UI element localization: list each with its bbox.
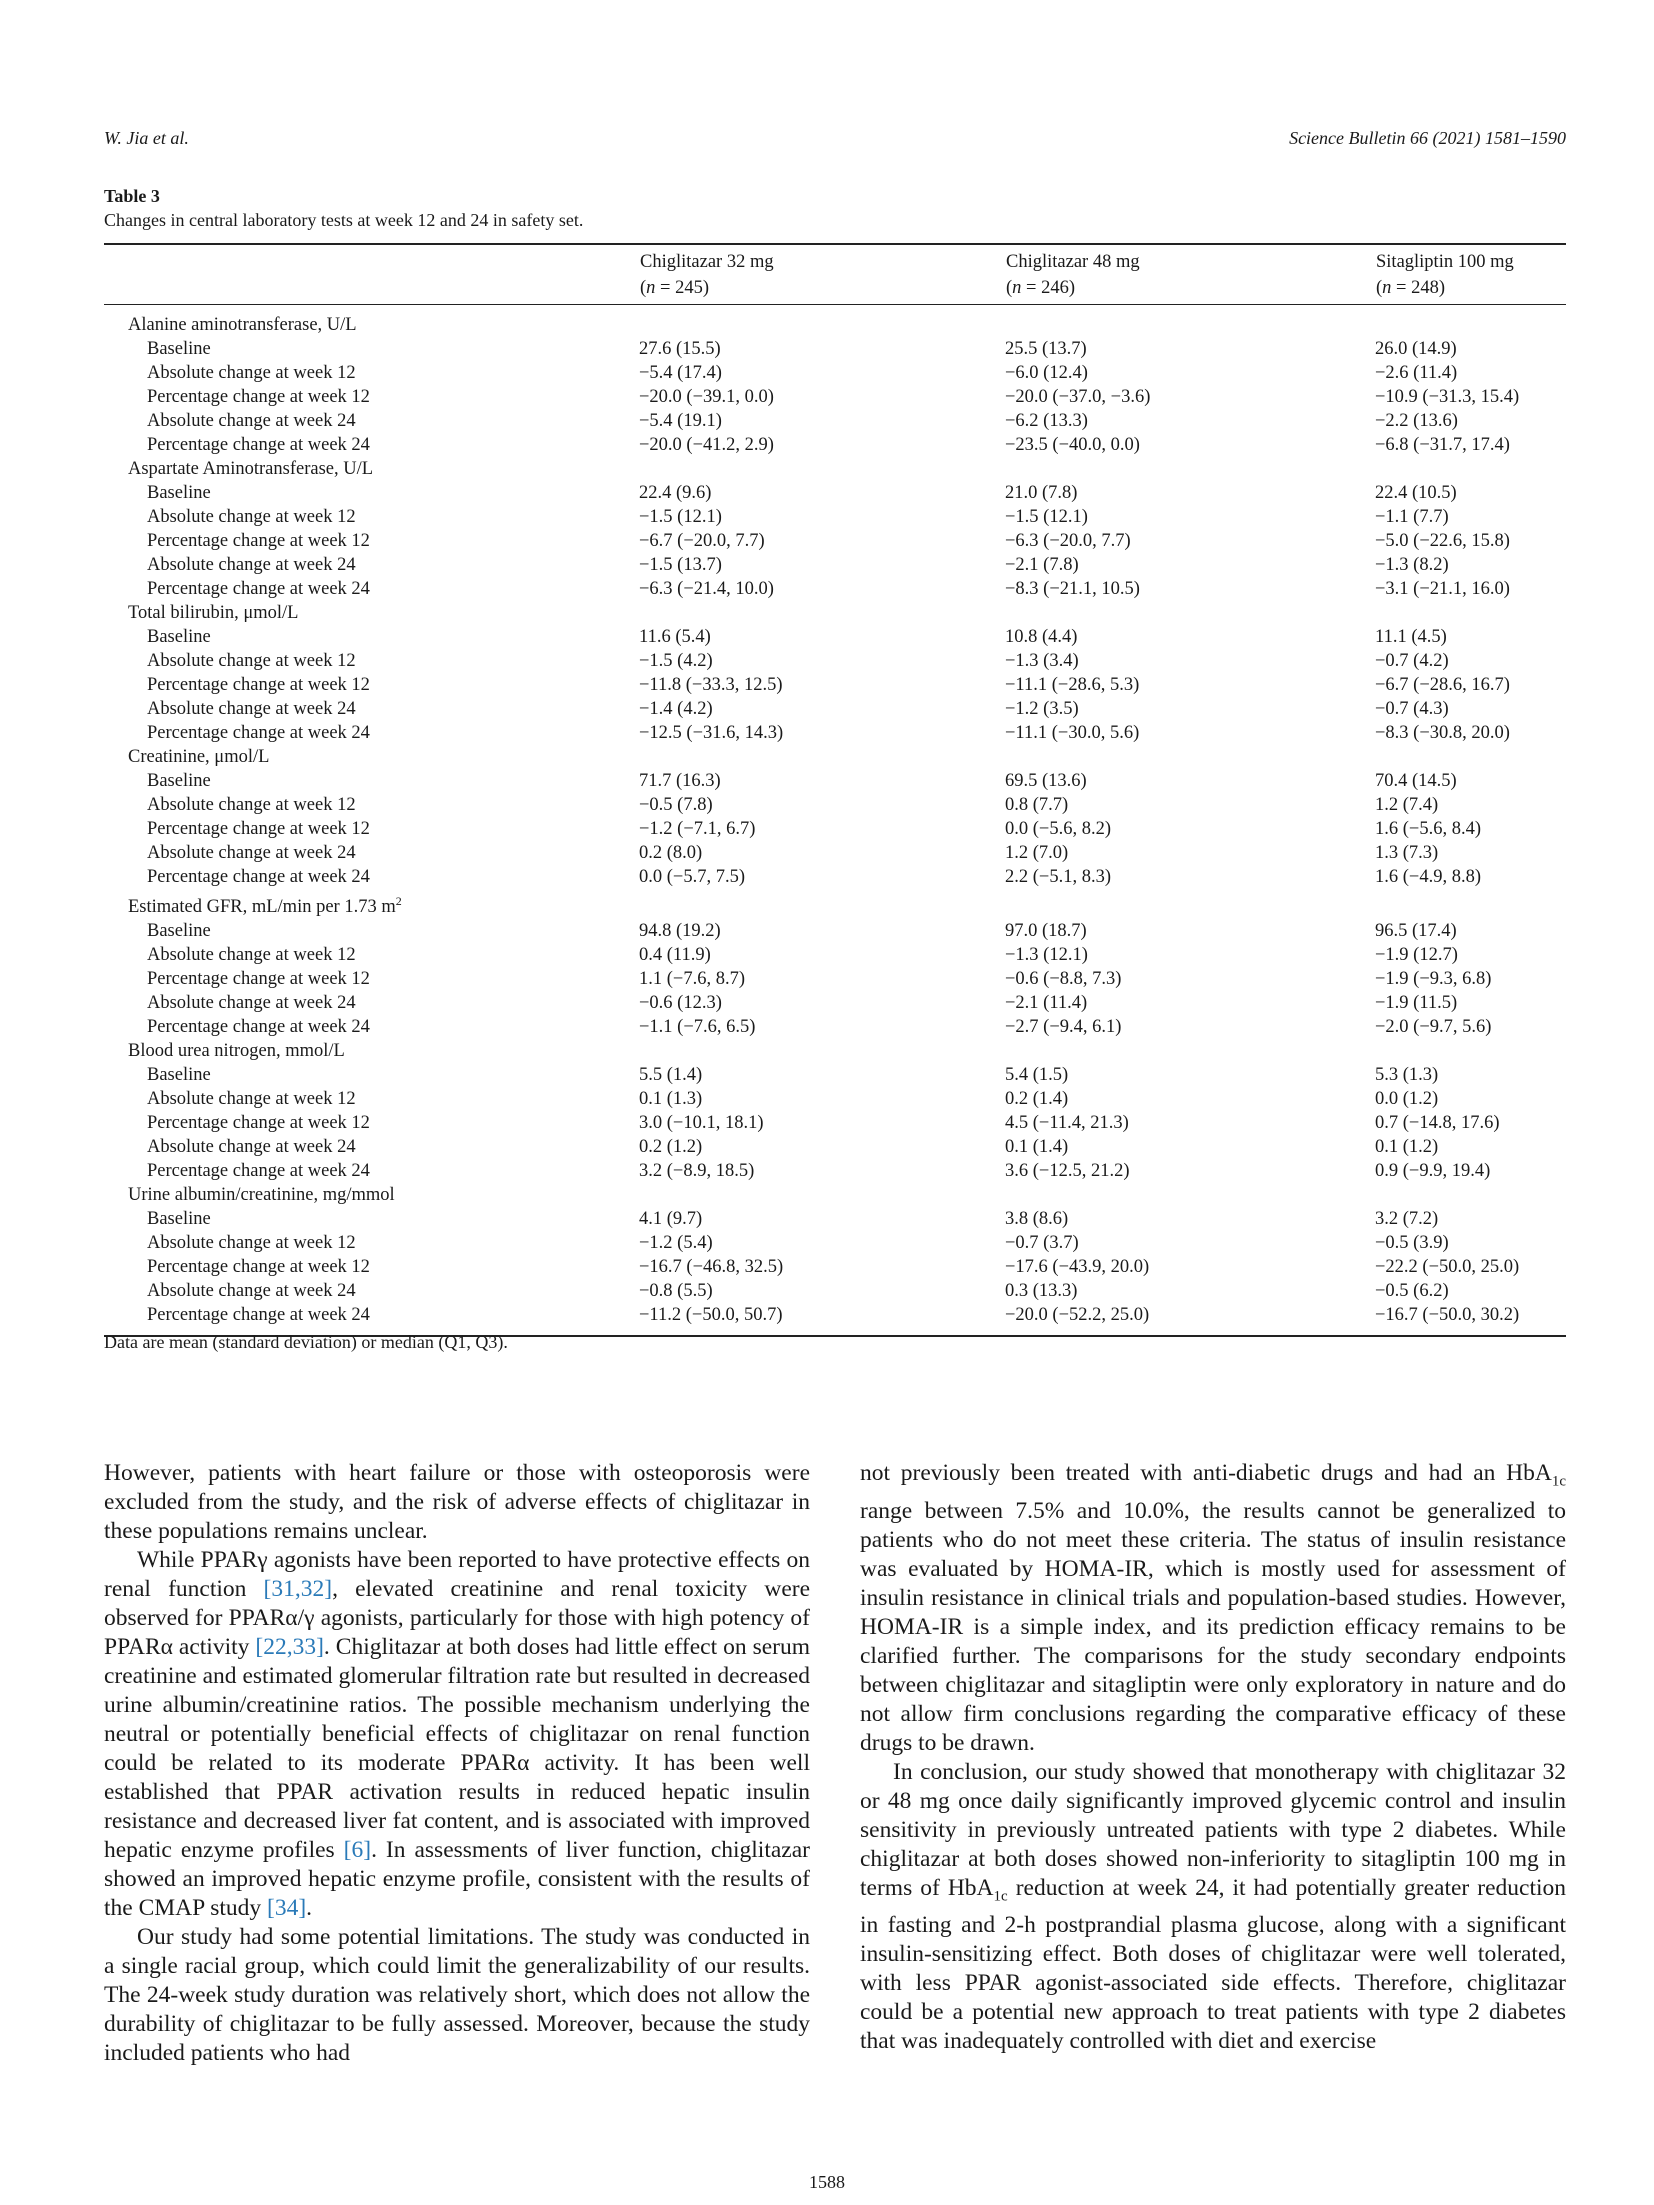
value-cell-chiglitazar-48: 5.4 (1.5) [1005, 1065, 1069, 1086]
text-segment: In conclusion, our study showed that monotherapy with chiglitazar 32 or 48 mg once daily significantly improved glycemic control and insulin sensitivity in previously untreated patients with type 2 diabetes. While chiglitazar at both doses showed non-inferiority to sitagliptin 100 mg in terms of HbA [860, 1758, 1566, 1901]
n-value: = 248 [1391, 278, 1439, 298]
value-cell-sitagliptin-100: −1.9 (11.5) [1375, 993, 1458, 1014]
row-label-abs-change-week24: Absolute change at week 24 [147, 843, 356, 863]
table-group-row [104, 457, 1566, 481]
table-row [104, 841, 1566, 865]
empty-cell [639, 1039, 1005, 1063]
value-cell-sitagliptin-100: 1.6 (−4.9, 8.8) [1375, 867, 1482, 887]
value-cell-sitagliptin-100: −2.2 (13.6) [1375, 411, 1458, 431]
text-segment: , elevated creatinine and renal toxicity were observed for PPARα/γ agonists, particularly for those with high potency of PPARα activity [104, 1576, 811, 1660]
table-row [104, 505, 1566, 529]
header-empty-cell [104, 275, 639, 305]
table-row [104, 865, 1566, 889]
row-label-abs-change-week12: Absolute change at week 12 [147, 363, 356, 383]
group-title-cell [104, 1039, 639, 1063]
table-group-row [104, 745, 1566, 769]
header-n-chiglitazar-32: (n = 245) [639, 275, 1005, 305]
table-row [104, 943, 1566, 967]
table-label: Table 3 [104, 186, 160, 206]
table-row [104, 1063, 1566, 1087]
value-cell-sitagliptin-100: 96.5 (17.4) [1375, 921, 1457, 942]
value-cell-chiglitazar-48: −11.1 (−28.6, 5.3) [1005, 675, 1140, 695]
value-cell-chiglitazar-32: −1.5 (12.1) [639, 507, 722, 527]
value-cell-sitagliptin-100: −0.5 (6.2) [1375, 1281, 1449, 1302]
value-cell-chiglitazar-48: −11.1 (−30.0, 5.6) [1005, 723, 1140, 743]
value-cell-chiglitazar-48: −6.2 (13.3) [1005, 411, 1088, 431]
value-cell-sitagliptin-100: 22.4 (10.5) [1375, 483, 1457, 503]
table-container [104, 243, 1566, 1337]
lab-tests-table [104, 243, 1566, 1337]
row-label-pct-change-week24: Percentage change at week 24 [147, 867, 370, 887]
empty-cell [1375, 1183, 1566, 1207]
value-cell-sitagliptin-100: −0.7 (4.2) [1375, 651, 1449, 671]
group-title: Urine albumin/creatinine, mg/mmol [128, 1185, 395, 1206]
value-cell-chiglitazar-48: −20.0 (−52.2, 25.0) [1005, 1305, 1150, 1326]
group-title-cell [104, 745, 639, 769]
value-cell-chiglitazar-48: 69.5 (13.6) [1005, 771, 1087, 791]
text-segment: . [306, 1895, 313, 1921]
header-chiglitazar-32: Chiglitazar 32 mg [640, 252, 774, 272]
row-label-pct-change-week24: Percentage change at week 24 [147, 723, 370, 743]
table-row [104, 697, 1566, 721]
row-label-abs-change-week12: Absolute change at week 12 [147, 795, 356, 815]
empty-cell [1005, 745, 1375, 769]
value-cell-chiglitazar-32: 0.0 (−5.7, 7.5) [639, 867, 746, 887]
row-label-abs-change-week24: Absolute change at week 24 [147, 699, 356, 719]
row-label-baseline: Baseline [147, 1209, 211, 1230]
value-cell-chiglitazar-48: −1.3 (12.1) [1005, 945, 1088, 966]
table-row [104, 817, 1566, 841]
table-row [104, 361, 1566, 385]
value-cell-chiglitazar-32: −1.4 (4.2) [639, 699, 713, 719]
value-cell-chiglitazar-32: −1.1 (−7.6, 6.5) [639, 1017, 756, 1038]
running-header-authors: W. Jia et al. [104, 128, 189, 148]
subscript: 1c [1551, 1473, 1566, 1490]
value-cell-chiglitazar-48: 0.2 (1.4) [1005, 1089, 1069, 1110]
value-cell-chiglitazar-32: −11.8 (−33.3, 12.5) [639, 675, 783, 695]
value-cell-sitagliptin-100: −3.1 (−21.1, 16.0) [1375, 579, 1510, 599]
value-cell-chiglitazar-32: 27.6 (15.5) [639, 339, 721, 359]
table-row [104, 1207, 1566, 1231]
row-label-pct-change-week12: Percentage change at week 12 [147, 387, 370, 407]
table-row [104, 991, 1566, 1015]
citation-link[interactable]: [6] [343, 1837, 372, 1863]
row-label-pct-change-week24: Percentage change at week 24 [147, 1161, 370, 1182]
left-column [104, 1459, 810, 2068]
table-row [104, 1087, 1566, 1111]
row-label-baseline: Baseline [147, 483, 211, 503]
empty-cell [1005, 1039, 1375, 1063]
value-cell-sitagliptin-100: −1.9 (−9.3, 6.8) [1375, 969, 1492, 990]
value-cell-chiglitazar-48: 21.0 (7.8) [1005, 483, 1078, 503]
value-cell-sitagliptin-100: −1.1 (7.7) [1375, 507, 1449, 527]
row-label-abs-change-week24: Absolute change at week 24 [147, 555, 356, 575]
row-label-pct-change-week12: Percentage change at week 12 [147, 531, 370, 551]
right-column [860, 1459, 1566, 2068]
empty-cell [639, 745, 1005, 769]
value-cell-chiglitazar-32: −0.5 (7.8) [639, 795, 713, 815]
value-cell-chiglitazar-48: 0.8 (7.7) [1005, 795, 1069, 815]
row-label-pct-change-week24: Percentage change at week 24 [147, 1305, 370, 1326]
empty-cell [1005, 305, 1375, 338]
value-cell-sitagliptin-100: −0.5 (3.9) [1375, 1233, 1449, 1254]
value-cell-sitagliptin-100: 0.0 (1.2) [1375, 1089, 1439, 1110]
value-cell-chiglitazar-48: 3.8 (8.6) [1005, 1209, 1069, 1230]
value-cell-chiglitazar-32: 0.2 (8.0) [639, 843, 703, 863]
table-row [104, 1015, 1566, 1039]
row-label-abs-change-week24: Absolute change at week 24 [147, 993, 356, 1014]
table-row [104, 433, 1566, 457]
value-cell-chiglitazar-32: 3.2 (−8.9, 18.5) [639, 1161, 755, 1182]
value-cell-chiglitazar-32: 1.1 (−7.6, 8.7) [639, 969, 746, 990]
row-label-abs-change-week12: Absolute change at week 12 [147, 651, 356, 671]
value-cell-chiglitazar-32: 71.7 (16.3) [639, 771, 721, 791]
value-cell-sitagliptin-100: 70.4 (14.5) [1375, 771, 1457, 791]
value-cell-chiglitazar-32: −1.5 (13.7) [639, 555, 722, 575]
group-title: Creatinine, μmol/L [128, 747, 270, 767]
value-cell-sitagliptin-100: −10.9 (−31.3, 15.4) [1375, 387, 1520, 407]
citation-link[interactable]: [22,33] [255, 1634, 324, 1660]
empty-cell [639, 305, 1005, 338]
row-label-abs-change-week12: Absolute change at week 12 [147, 1089, 356, 1110]
group-title-cell [104, 889, 639, 919]
row-label-baseline: Baseline [147, 921, 211, 942]
value-cell-chiglitazar-32: −20.0 (−39.1, 0.0) [639, 387, 774, 407]
paragraph [860, 1758, 1566, 2057]
table-header [104, 244, 1566, 305]
value-cell-sitagliptin-100: 1.2 (7.4) [1375, 795, 1439, 815]
group-title: Total bilirubin, μmol/L [128, 603, 299, 623]
group-title-cell [104, 305, 639, 338]
table-row [104, 793, 1566, 817]
table-body [104, 305, 1566, 1337]
row-label-abs-change-week24: Absolute change at week 24 [147, 1281, 356, 1302]
value-cell-sitagliptin-100: −5.0 (−22.6, 15.8) [1375, 531, 1510, 551]
value-cell-chiglitazar-48: 0.0 (−5.6, 8.2) [1005, 819, 1112, 839]
table-row [104, 769, 1566, 793]
empty-cell [1005, 1183, 1375, 1207]
value-cell-chiglitazar-32: 22.4 (9.6) [639, 483, 712, 503]
row-label-baseline: Baseline [147, 339, 211, 359]
table-row [104, 1111, 1566, 1135]
citation-link[interactable]: [34] [267, 1895, 307, 1921]
empty-cell [1375, 305, 1566, 338]
empty-cell [1005, 889, 1375, 919]
table-row [104, 1231, 1566, 1255]
value-cell-chiglitazar-48: −17.6 (−43.9, 20.0) [1005, 1257, 1150, 1278]
row-label-baseline: Baseline [147, 627, 211, 647]
value-cell-chiglitazar-48: 3.6 (−12.5, 21.2) [1005, 1161, 1130, 1182]
value-cell-sitagliptin-100: −2.0 (−9.7, 5.6) [1375, 1017, 1492, 1038]
table-row [104, 721, 1566, 745]
table-group-row [104, 889, 1566, 919]
text-segment: Our study had some potential limitations. The study was conducted in a single racial group, which could limit the generalizability of our results. The 24-week study duration was relatively short, which does not allow the durability of chiglitazar to be fully assessed. Moreover, because the study included patients who had [104, 1924, 810, 2066]
value-cell-sitagliptin-100: −16.7 (−50.0, 30.2) [1375, 1305, 1520, 1326]
value-cell-sitagliptin-100: −1.9 (12.7) [1375, 945, 1458, 966]
row-label-pct-change-week12: Percentage change at week 12 [147, 1113, 370, 1134]
table-row [104, 1159, 1566, 1183]
text-segment: reduction at week 24, it had potentially greater reduction in fasting and 2-h postprandial plasma glucose, along with a significant insulin-sensitizing effect. Both doses of chiglitazar were well tolerated, with less PPAR agonist-associated side effects. Therefore, chiglitazar could be a potential new approach to treat patients with type 2 diabetes that was inadequately controlled with diet and exercise [860, 1874, 1567, 2055]
empty-cell [1005, 601, 1375, 625]
empty-cell [1375, 745, 1566, 769]
value-cell-sitagliptin-100: 1.3 (7.3) [1375, 843, 1439, 863]
value-cell-sitagliptin-100: 3.2 (7.2) [1375, 1209, 1439, 1230]
empty-cell [1375, 601, 1566, 625]
header-n-sitagliptin-100: (n = 248) [1375, 275, 1566, 305]
value-cell-sitagliptin-100: 11.1 (4.5) [1375, 627, 1447, 647]
table-row [104, 919, 1566, 943]
group-title: Aspartate Aminotransferase, U/L [128, 459, 374, 479]
value-cell-chiglitazar-48: −23.5 (−40.0, 0.0) [1005, 435, 1140, 455]
value-cell-sitagliptin-100: 26.0 (14.9) [1375, 339, 1457, 359]
group-title: Alanine aminotransferase, U/L [128, 315, 357, 335]
value-cell-chiglitazar-48: −2.1 (11.4) [1005, 993, 1088, 1014]
text-segment: range between 7.5% and 10.0%, the results cannot be generalized to patients who do not meet these criteria. The status of insulin resistance was evaluated by HOMA-IR, which is mostly used for assessment of insulin resistance in clinical trials and population-based studies. However, HOMA-IR is a simple index, and its prediction efficacy remains to be clarified further. The comparisons for the study secondary endpoints between chiglitazar and sitagliptin were only exploratory in nature and do not allow firm conclusions regarding the comparative efficacy of these drugs to be drawn. [860, 1497, 1566, 1756]
table-row [104, 409, 1566, 433]
header-empty-cell [104, 244, 639, 275]
value-cell-chiglitazar-32: 94.8 (19.2) [639, 921, 721, 942]
row-label-abs-change-week12: Absolute change at week 12 [147, 507, 356, 527]
row-label-pct-change-week24: Percentage change at week 24 [147, 579, 370, 599]
table-row [104, 625, 1566, 649]
row-label-pct-change-week24: Percentage change at week 24 [147, 435, 370, 455]
row-label-abs-change-week24: Absolute change at week 24 [147, 1137, 356, 1158]
table-row [104, 967, 1566, 991]
n-value: = 245 [655, 278, 703, 298]
running-header-journal: Science Bulletin 66 (2021) 1581–1590 [1289, 128, 1566, 148]
value-cell-chiglitazar-48: −1.3 (3.4) [1005, 651, 1079, 671]
citation-link[interactable]: [31,32] [263, 1576, 333, 1602]
value-cell-chiglitazar-32: −11.2 (−50.0, 50.7) [639, 1305, 783, 1326]
body-text [104, 1459, 1566, 2068]
paragraph [860, 1459, 1566, 1758]
value-cell-sitagliptin-100: −2.6 (11.4) [1375, 363, 1458, 383]
value-cell-chiglitazar-32: −6.3 (−21.4, 10.0) [639, 579, 774, 599]
value-cell-chiglitazar-48: −2.7 (−9.4, 6.1) [1005, 1017, 1122, 1038]
table-row [104, 1135, 1566, 1159]
table-caption [104, 184, 583, 232]
text-segment: . Chiglitazar at both doses had little effect on serum creatinine and estimated glomerular filtration rate but resulted in decreased urine albumin/creatinine ratios. The possible mechanism underlying the neutral or potentially beneficial effects of chiglitazar on renal function could be related to its moderate PPARα activity. It has been well established that PPAR activation results in reduced hepatic insulin resistance and decreased liver fat content, and is associated with improved hepatic enzyme profiles [104, 1634, 810, 1863]
table-group-row [104, 1039, 1566, 1063]
row-label-pct-change-week12: Percentage change at week 12 [147, 969, 370, 990]
group-title: Blood urea nitrogen, mmol/L [128, 1041, 345, 1062]
value-cell-chiglitazar-48: 97.0 (18.7) [1005, 921, 1087, 942]
row-label-pct-change-week24: Percentage change at week 24 [147, 1017, 370, 1038]
value-cell-sitagliptin-100: −8.3 (−30.8, 20.0) [1375, 723, 1510, 743]
value-cell-chiglitazar-32: −0.8 (5.5) [639, 1281, 713, 1302]
empty-cell [639, 601, 1005, 625]
row-label-abs-change-week12: Absolute change at week 12 [147, 945, 356, 966]
value-cell-chiglitazar-32: −6.7 (−20.0, 7.7) [639, 531, 765, 551]
value-cell-chiglitazar-48: −6.3 (−20.0, 7.7) [1005, 531, 1131, 551]
empty-cell [1375, 1039, 1566, 1063]
row-label-abs-change-week24: Absolute change at week 24 [147, 411, 356, 431]
value-cell-chiglitazar-48: −8.3 (−21.1, 10.5) [1005, 579, 1140, 599]
table-caption-text: Changes in central laboratory tests at week 12 and 24 in safety set. [104, 210, 584, 230]
paragraph [104, 1923, 810, 2068]
value-cell-chiglitazar-32: 0.1 (1.3) [639, 1089, 703, 1110]
n-symbol: n [646, 278, 656, 298]
table-row [104, 529, 1566, 553]
table-group-row [104, 305, 1566, 338]
text-segment: However, patients with heart failure or those with osteoporosis were excluded from the study, and the risk of adverse effects of chiglitazar in these populations remains unclear. [104, 1460, 810, 1544]
row-label-pct-change-week12: Percentage change at week 12 [147, 675, 370, 695]
value-cell-sitagliptin-100: 5.3 (1.3) [1375, 1065, 1439, 1086]
group-title-cell [104, 457, 639, 481]
value-cell-chiglitazar-48: −1.5 (12.1) [1005, 507, 1088, 527]
value-cell-chiglitazar-48: 0.3 (13.3) [1005, 1281, 1078, 1302]
n-value: = 246 [1021, 278, 1069, 298]
empty-cell [639, 1183, 1005, 1207]
value-cell-chiglitazar-48: 10.8 (4.4) [1005, 627, 1078, 647]
row-label-pct-change-week12: Percentage change at week 12 [147, 1257, 370, 1278]
paragraph [104, 1546, 810, 1923]
table-group-row [104, 601, 1566, 625]
row-label-pct-change-week12: Percentage change at week 12 [147, 819, 370, 839]
table-row [104, 337, 1566, 361]
table-row [104, 385, 1566, 409]
value-cell-chiglitazar-48: 2.2 (−5.1, 8.3) [1005, 867, 1112, 887]
table-group-row [104, 1183, 1566, 1207]
value-cell-chiglitazar-32: −12.5 (−31.6, 14.3) [639, 723, 784, 743]
value-cell-chiglitazar-32: 0.4 (11.9) [639, 945, 711, 966]
value-cell-sitagliptin-100: −6.7 (−28.6, 16.7) [1375, 675, 1510, 695]
header-n-chiglitazar-48: (n = 246) [1005, 275, 1375, 305]
subscript: 1c [993, 1888, 1008, 1905]
value-cell-chiglitazar-32: −20.0 (−41.2, 2.9) [639, 435, 774, 455]
value-cell-chiglitazar-48: −20.0 (−37.0, −3.6) [1005, 387, 1151, 407]
empty-cell [1375, 889, 1566, 919]
value-cell-chiglitazar-32: −16.7 (−46.8, 32.5) [639, 1257, 784, 1278]
page-number: 1588 [809, 2172, 845, 2192]
value-cell-chiglitazar-48: −6.0 (12.4) [1005, 363, 1088, 383]
table-row [104, 1279, 1566, 1303]
row-label-baseline: Baseline [147, 771, 211, 791]
value-cell-chiglitazar-32: 11.6 (5.4) [639, 627, 711, 647]
group-title-superscript: 2 [395, 894, 402, 908]
table-row [104, 577, 1566, 601]
header-sitagliptin-100: Sitagliptin 100 mg [1376, 252, 1514, 272]
running-header [104, 128, 1566, 149]
empty-cell [1375, 457, 1566, 481]
value-cell-chiglitazar-48: −2.1 (7.8) [1005, 555, 1079, 575]
value-cell-chiglitazar-48: 25.5 (13.7) [1005, 339, 1087, 359]
value-cell-chiglitazar-32: −1.2 (5.4) [639, 1233, 713, 1254]
value-cell-chiglitazar-48: 1.2 (7.0) [1005, 843, 1069, 863]
text-segment: While PPARγ agonists have been reported to have protective effects on renal function [104, 1547, 810, 1602]
table-row [104, 1255, 1566, 1279]
value-cell-sitagliptin-100: −0.7 (4.3) [1375, 699, 1449, 719]
n-symbol: n [1382, 278, 1392, 298]
table-row [104, 649, 1566, 673]
row-label-baseline: Baseline [147, 1065, 211, 1086]
value-cell-sitagliptin-100: 0.7 (−14.8, 17.6) [1375, 1113, 1500, 1134]
empty-cell [639, 457, 1005, 481]
value-cell-chiglitazar-32: 5.5 (1.4) [639, 1065, 703, 1086]
value-cell-sitagliptin-100: 0.9 (−9.9, 19.4) [1375, 1161, 1491, 1182]
value-cell-chiglitazar-48: −0.6 (−8.8, 7.3) [1005, 969, 1122, 990]
paragraph [104, 1459, 810, 1546]
n-symbol: n [1012, 278, 1022, 298]
value-cell-chiglitazar-32: −1.2 (−7.1, 6.7) [639, 819, 756, 839]
value-cell-sitagliptin-100: −6.8 (−31.7, 17.4) [1375, 435, 1510, 455]
table-footnote: Data are mean (standard deviation) or median (Q1, Q3). [104, 1332, 508, 1352]
value-cell-chiglitazar-32: −5.4 (17.4) [639, 363, 722, 383]
value-cell-chiglitazar-32: 4.1 (9.7) [639, 1209, 703, 1230]
value-cell-chiglitazar-32: −0.6 (12.3) [639, 993, 722, 1014]
group-title: Estimated GFR, mL/min per 1.73 m [128, 897, 396, 918]
value-cell-chiglitazar-48: 4.5 (−11.4, 21.3) [1005, 1113, 1129, 1134]
value-cell-chiglitazar-48: −0.7 (3.7) [1005, 1233, 1079, 1254]
table-row [104, 481, 1566, 505]
table-row [104, 553, 1566, 577]
value-cell-chiglitazar-48: −1.2 (3.5) [1005, 699, 1079, 719]
value-cell-chiglitazar-48: 0.1 (1.4) [1005, 1137, 1069, 1158]
row-label-abs-change-week12: Absolute change at week 12 [147, 1233, 356, 1254]
group-title-cell [104, 1183, 639, 1207]
value-cell-chiglitazar-32: 3.0 (−10.1, 18.1) [639, 1113, 764, 1134]
value-cell-chiglitazar-32: 0.2 (1.2) [639, 1137, 703, 1158]
empty-cell [1005, 457, 1375, 481]
value-cell-sitagliptin-100: 0.1 (1.2) [1375, 1137, 1439, 1158]
value-cell-chiglitazar-32: −1.5 (4.2) [639, 651, 713, 671]
value-cell-sitagliptin-100: 1.6 (−5.6, 8.4) [1375, 819, 1482, 839]
text-segment: . In assessments of liver function, chiglitazar showed an improved hepatic enzyme profile, consistent with the results of the CMAP study [104, 1837, 810, 1921]
text-segment: not previously been treated with anti-diabetic drugs and had an HbA [860, 1460, 1552, 1486]
value-cell-sitagliptin-100: −22.2 (−50.0, 25.0) [1375, 1257, 1520, 1278]
header-chiglitazar-48: Chiglitazar 48 mg [1006, 252, 1140, 272]
value-cell-sitagliptin-100: −1.3 (8.2) [1375, 555, 1449, 575]
group-title-cell [104, 601, 639, 625]
table-row [104, 673, 1566, 697]
empty-cell [639, 889, 1005, 919]
value-cell-chiglitazar-32: −5.4 (19.1) [639, 411, 722, 431]
